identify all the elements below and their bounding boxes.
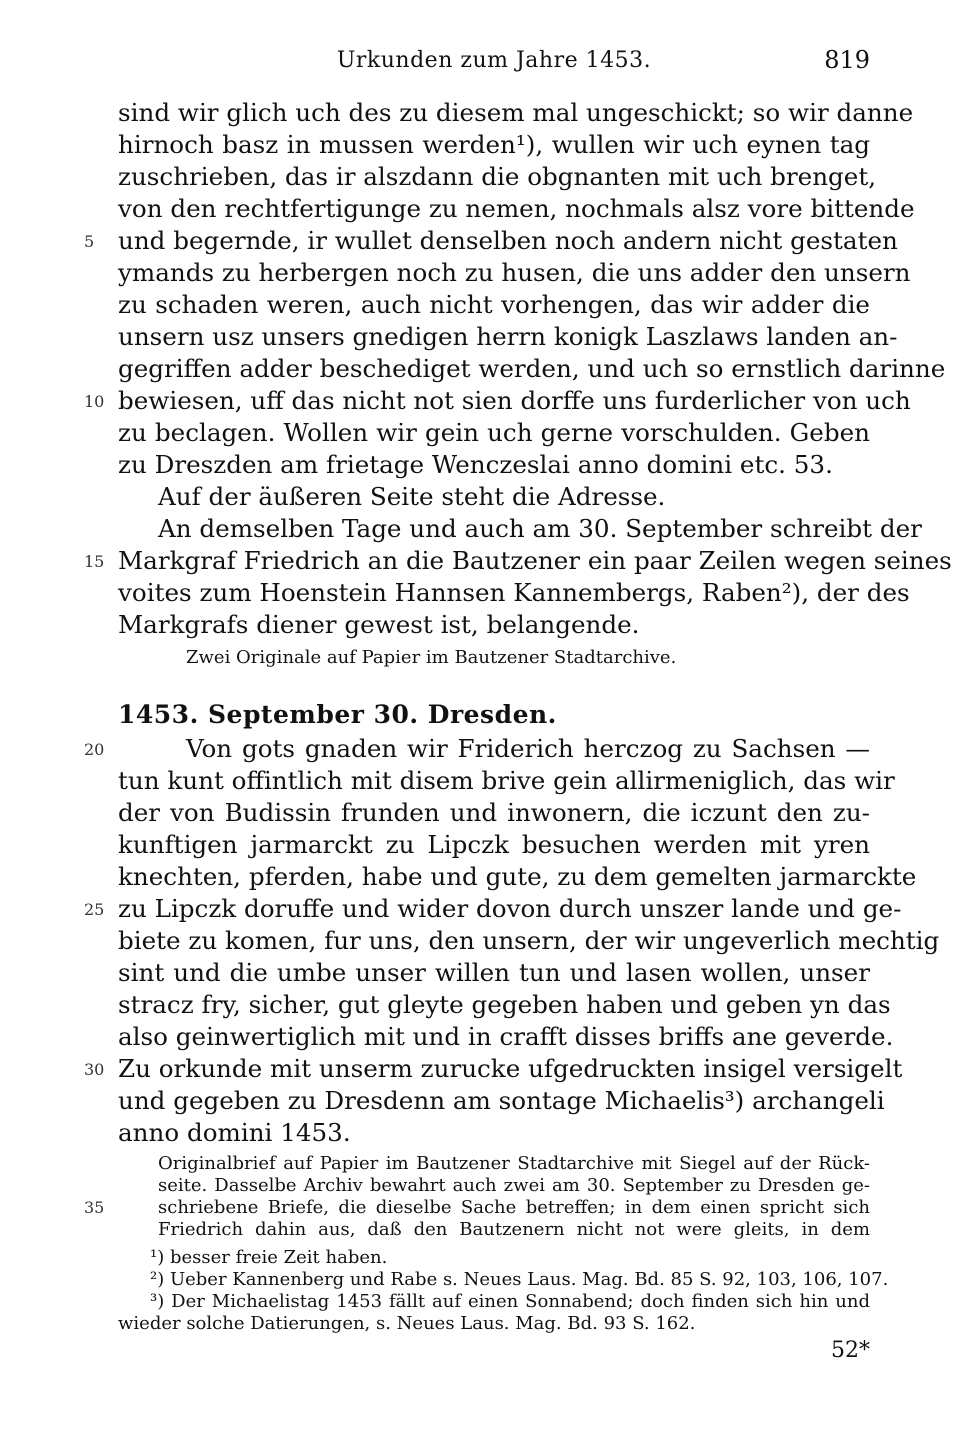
text-line: bewiesen, uff das nicht not sien dorffe uns furderlicher von uch [118, 386, 911, 415]
footnote: ¹) besser freie Zeit haben. [150, 1247, 388, 1268]
document-heading: 1453. September 30. Dresden. [118, 700, 557, 729]
text-line: tun kunt offintlich mit disem brive gein allirmeniglich, das wir [118, 766, 895, 795]
footnote: wieder solche Datierungen, s. Neues Laus. Mag. Bd. 93 S. 162. [118, 1313, 696, 1334]
text-line: An demselben Tage und auch am 30. September schreibt der [158, 514, 922, 543]
text-line: gegriffen adder beschediget werden, und uch so ernstlich darinne [118, 354, 946, 383]
source-note-line: Friedrich dahin aus, daß den Bautzenern nicht not were gleits, in dem [158, 1219, 870, 1240]
footnote: ²) Ueber Kannenberg und Rabe s. Neues Laus. Mag. Bd. 85 S. 92, 103, 106, 107. [150, 1269, 889, 1290]
text-line: anno domini 1453. [118, 1118, 351, 1147]
text-line: stracz fry, sicher, gut gleyte gegeben haben und geben yn das [118, 990, 891, 1019]
line-number: 20 [84, 740, 105, 759]
source-note-line: seite. Dasselbe Archiv bewahrt auch zwei am 30. September zu Dresden ge- [158, 1175, 870, 1196]
footnote: ³) Der Michaelistag 1453 fällt auf einen Sonnabend; doch finden sich hin und [150, 1291, 870, 1312]
text-line: Markgraf Friedrich an die Bautzener ein paar Zeilen wegen seines [118, 546, 952, 575]
text-line: zu Dreszden am frietage Wenczeslai anno domini etc. 53. [118, 450, 833, 479]
text-line: hirnoch basz in mussen werden¹), wullen wir uch eynen tag [118, 130, 870, 159]
source-note-line: schriebene Briefe, die dieselbe Sache betreffen; in dem einen spricht sich [158, 1197, 870, 1218]
text-line: ymands zu herbergen noch zu husen, die uns adder den unsern [118, 258, 911, 287]
text-line: Markgrafs diener gewest ist, belangende. [118, 610, 640, 639]
text-line: knechten, pferden, habe und gute, zu dem gemelten jarmarckte [118, 862, 917, 891]
text-line: von den rechtfertigunge zu nemen, nochmals alsz vore bittende [118, 194, 915, 223]
text-line: Von gots gnaden wir Friderich herczog zu Sachsen — [186, 734, 870, 763]
line-number: 30 [84, 1060, 105, 1079]
line-number: 15 [84, 552, 105, 571]
text-line: kunftigen jarmarckt zu Lipczk besuchen werden mit yren [118, 830, 870, 859]
text-line: zu Lipczk doruffe und wider dovon durch unszer lande und ge- [118, 894, 902, 923]
line-number: 35 [84, 1198, 105, 1217]
text-line: Zu orkunde mit unserm zurucke ufgedruckten insigel versigelt [118, 1054, 903, 1083]
text-line: der von Budissin frunden und inwonern, die iczunt den zu- [118, 798, 870, 827]
page-header [118, 44, 870, 80]
text-line: zuschrieben, das ir alszdann die obgnanten mit uch brenget, [118, 162, 877, 191]
text-line: zu schaden weren, auch nicht vorhengen, das wir adder die [118, 290, 870, 319]
text-line: und begernde, ir wullet denselben noch andern nicht gestaten [118, 226, 898, 255]
text-line: biete zu komen, fur uns, den unsern, der wir ungeverlich mechtig [118, 926, 940, 955]
running-title: Urkunden zum Jahre 1453. [336, 48, 652, 73]
source-note: Zwei Originale auf Papier im Bautzener Stadtarchive. [186, 647, 677, 668]
line-number: 5 [84, 232, 95, 251]
line-number: 10 [84, 392, 105, 411]
text-line: Auf der äußeren Seite steht die Adresse. [158, 482, 666, 511]
text-line: zu beclagen. Wollen wir gein uch gerne vorschulden. Geben [118, 418, 870, 447]
source-note-line: Originalbrief auf Papier im Bautzener Stadtarchive mit Siegel auf der Rück- [158, 1153, 870, 1174]
text-line: und gegeben zu Dresdenn am sontage Michaelis³) archangeli [118, 1086, 885, 1115]
page-number: 819 [824, 46, 870, 74]
text-line: unsern usz unsers gnedigen herrn konigk Laszlaws landen an- [118, 322, 898, 351]
text-line: sind wir glich uch des zu diesem mal ungeschickt; so wir danne [118, 98, 914, 127]
text-line: voites zum Hoenstein Hannsen Kannembergs, Raben²), der des [118, 578, 910, 607]
text-line: also geinwertiglich mit und in crafft disses briffs ane geverde. [118, 1022, 894, 1051]
text-line: sint und die umbe unser willen tun und lasen wollen, unser [118, 958, 870, 987]
line-number: 25 [84, 900, 105, 919]
signature-mark: 52* [831, 1338, 870, 1363]
